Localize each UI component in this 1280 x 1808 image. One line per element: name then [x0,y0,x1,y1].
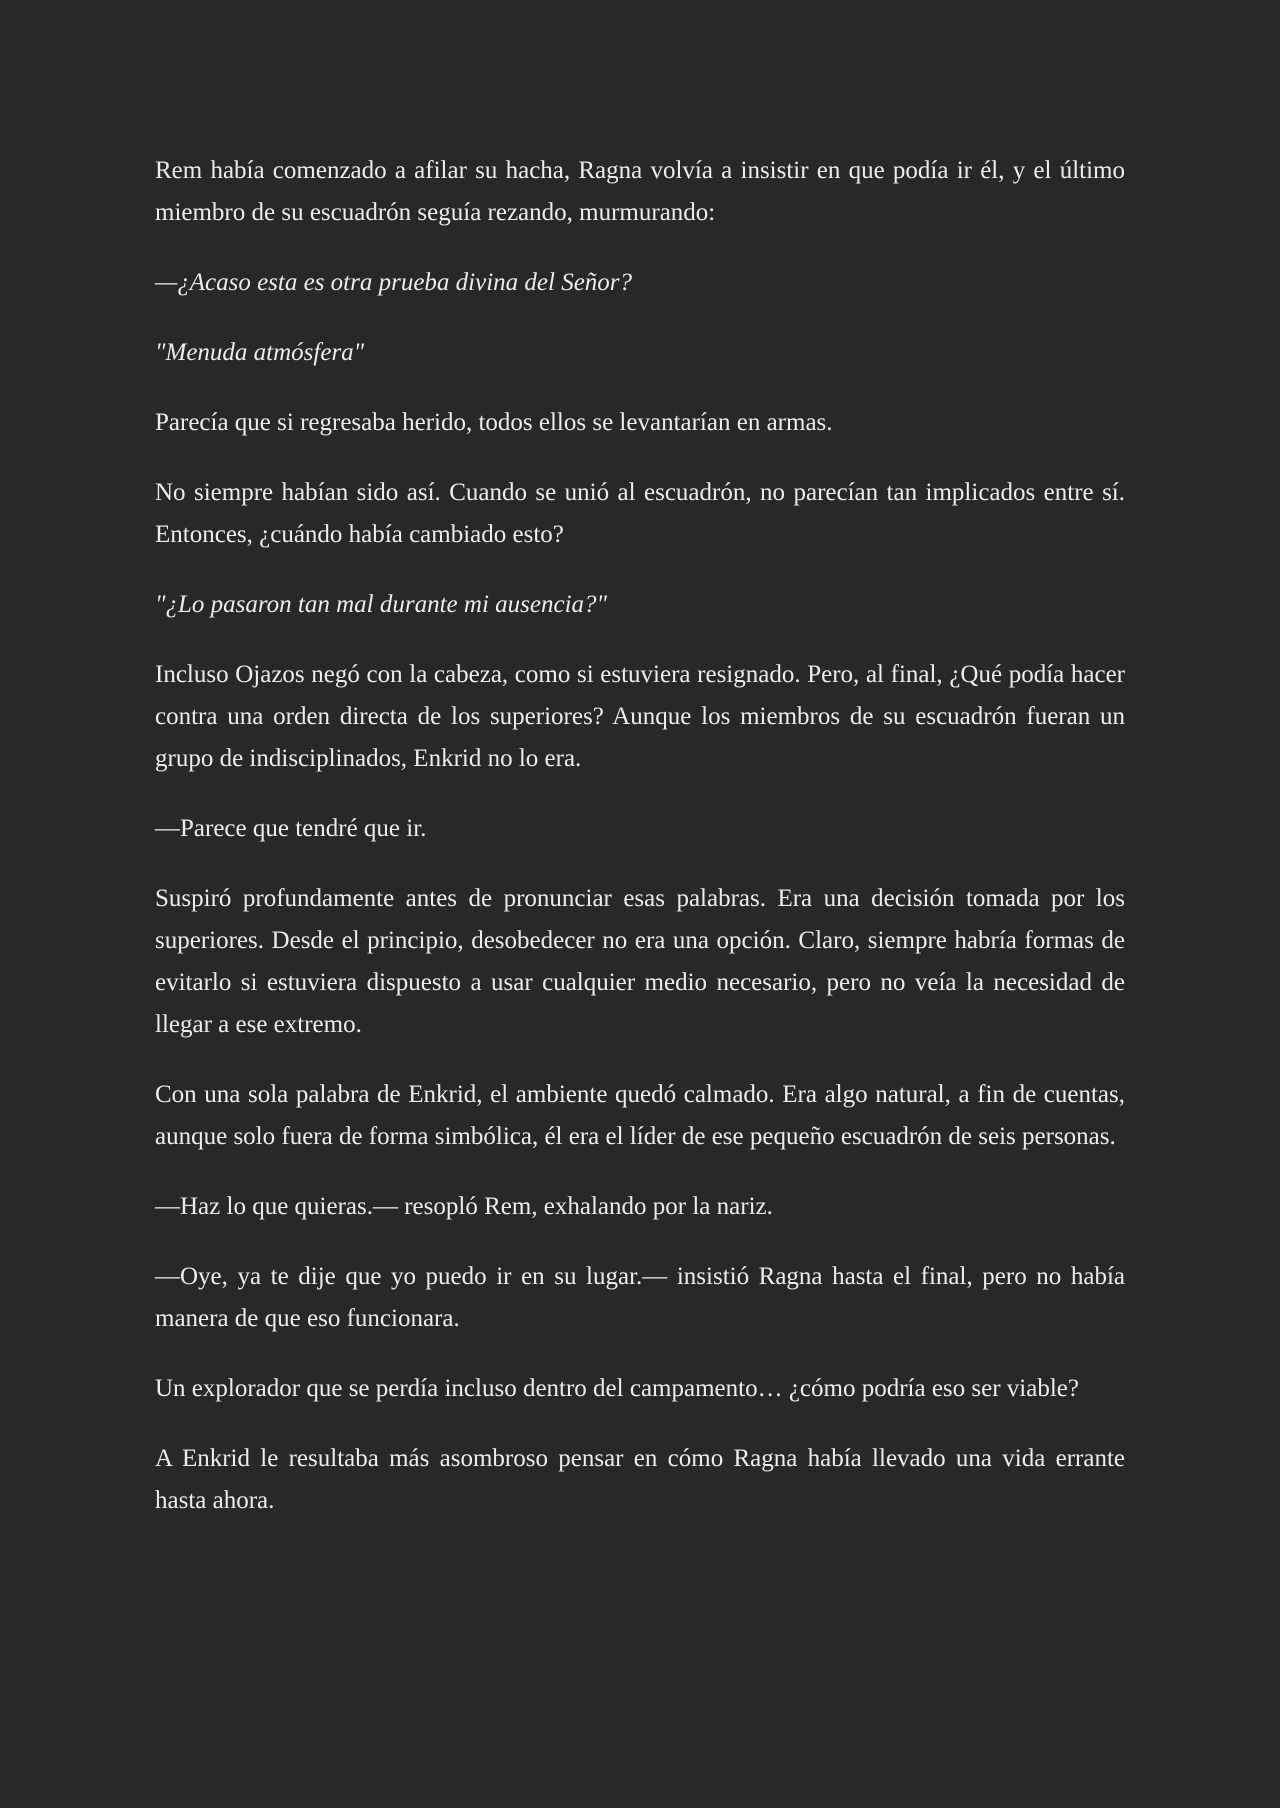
paragraph-13: Un explorador que se perdía incluso dentro del campamento… ¿cómo podría eso ser viable? [155,1375,1079,1402]
paragraph-1: Rem había comenzado a afilar su hacha, Ragna volvía a insistir en que podía ir él, y el último miembro de su escuadrón seguía rezando, murmurando: [155,157,1125,226]
paragraph-5: No siempre habían sido así. Cuando se unió al escuadrón, no parecían tan implicados entre sí. Entonces, ¿cuándo había cambiado esto? [155,479,1125,548]
paragraph-7: Incluso Ojazos negó con la cabeza, como si estuviera resignado. Pero, al final, ¿Qué podía hacer contra una orden directa de los superiores? Aunque los miembros de su escuadrón fueran un grupo de indisciplinados, Enkrid no lo era. [155,661,1125,772]
paragraph-12-dialogue: —Oye, ya te dije que yo puedo ir en su lugar.— insistió Ragna hasta el final, pero no había manera de que eso funcionara. [155,1263,1125,1332]
paragraph-2-dialogue: —¿Acaso esta es otra prueba divina del Señor? [155,269,633,296]
paragraph-9: Suspiró profundamente antes de pronunciar esas palabras. Era una decisión tomada por los superiores. Desde el principio, desobedecer no era una opción. Claro, siempre habría formas de evitarlo si estuviera dispuesto a usar cualquier medio necesario, pero no veía la necesidad de llegar a ese extremo. [155,885,1125,1038]
paragraph-11-dialogue: —Haz lo que quieras.— resopló Rem, exhalando por la nariz. [155,1193,773,1220]
paragraph-6-thought: "¿Lo pasaron tan mal durante mi ausencia?" [155,591,608,618]
paragraph-8-dialogue: —Parece que tendré que ir. [155,815,427,842]
paragraph-3-thought: "Menuda atmósfera" [155,339,365,366]
reader-page [155,150,1125,1522]
paragraph-14: A Enkrid le resultaba más asombroso pensar en cómo Ragna había llevado una vida errante hasta ahora. [155,1445,1125,1514]
paragraph-4: Parecía que si regresaba herido, todos ellos se levantarían en armas. [155,409,833,436]
paragraph-10: Con una sola palabra de Enkrid, el ambiente quedó calmado. Era algo natural, a fin de cuentas, aunque solo fuera de forma simbólica, él era el líder de ese pequeño escuadrón de seis personas. [155,1081,1125,1150]
